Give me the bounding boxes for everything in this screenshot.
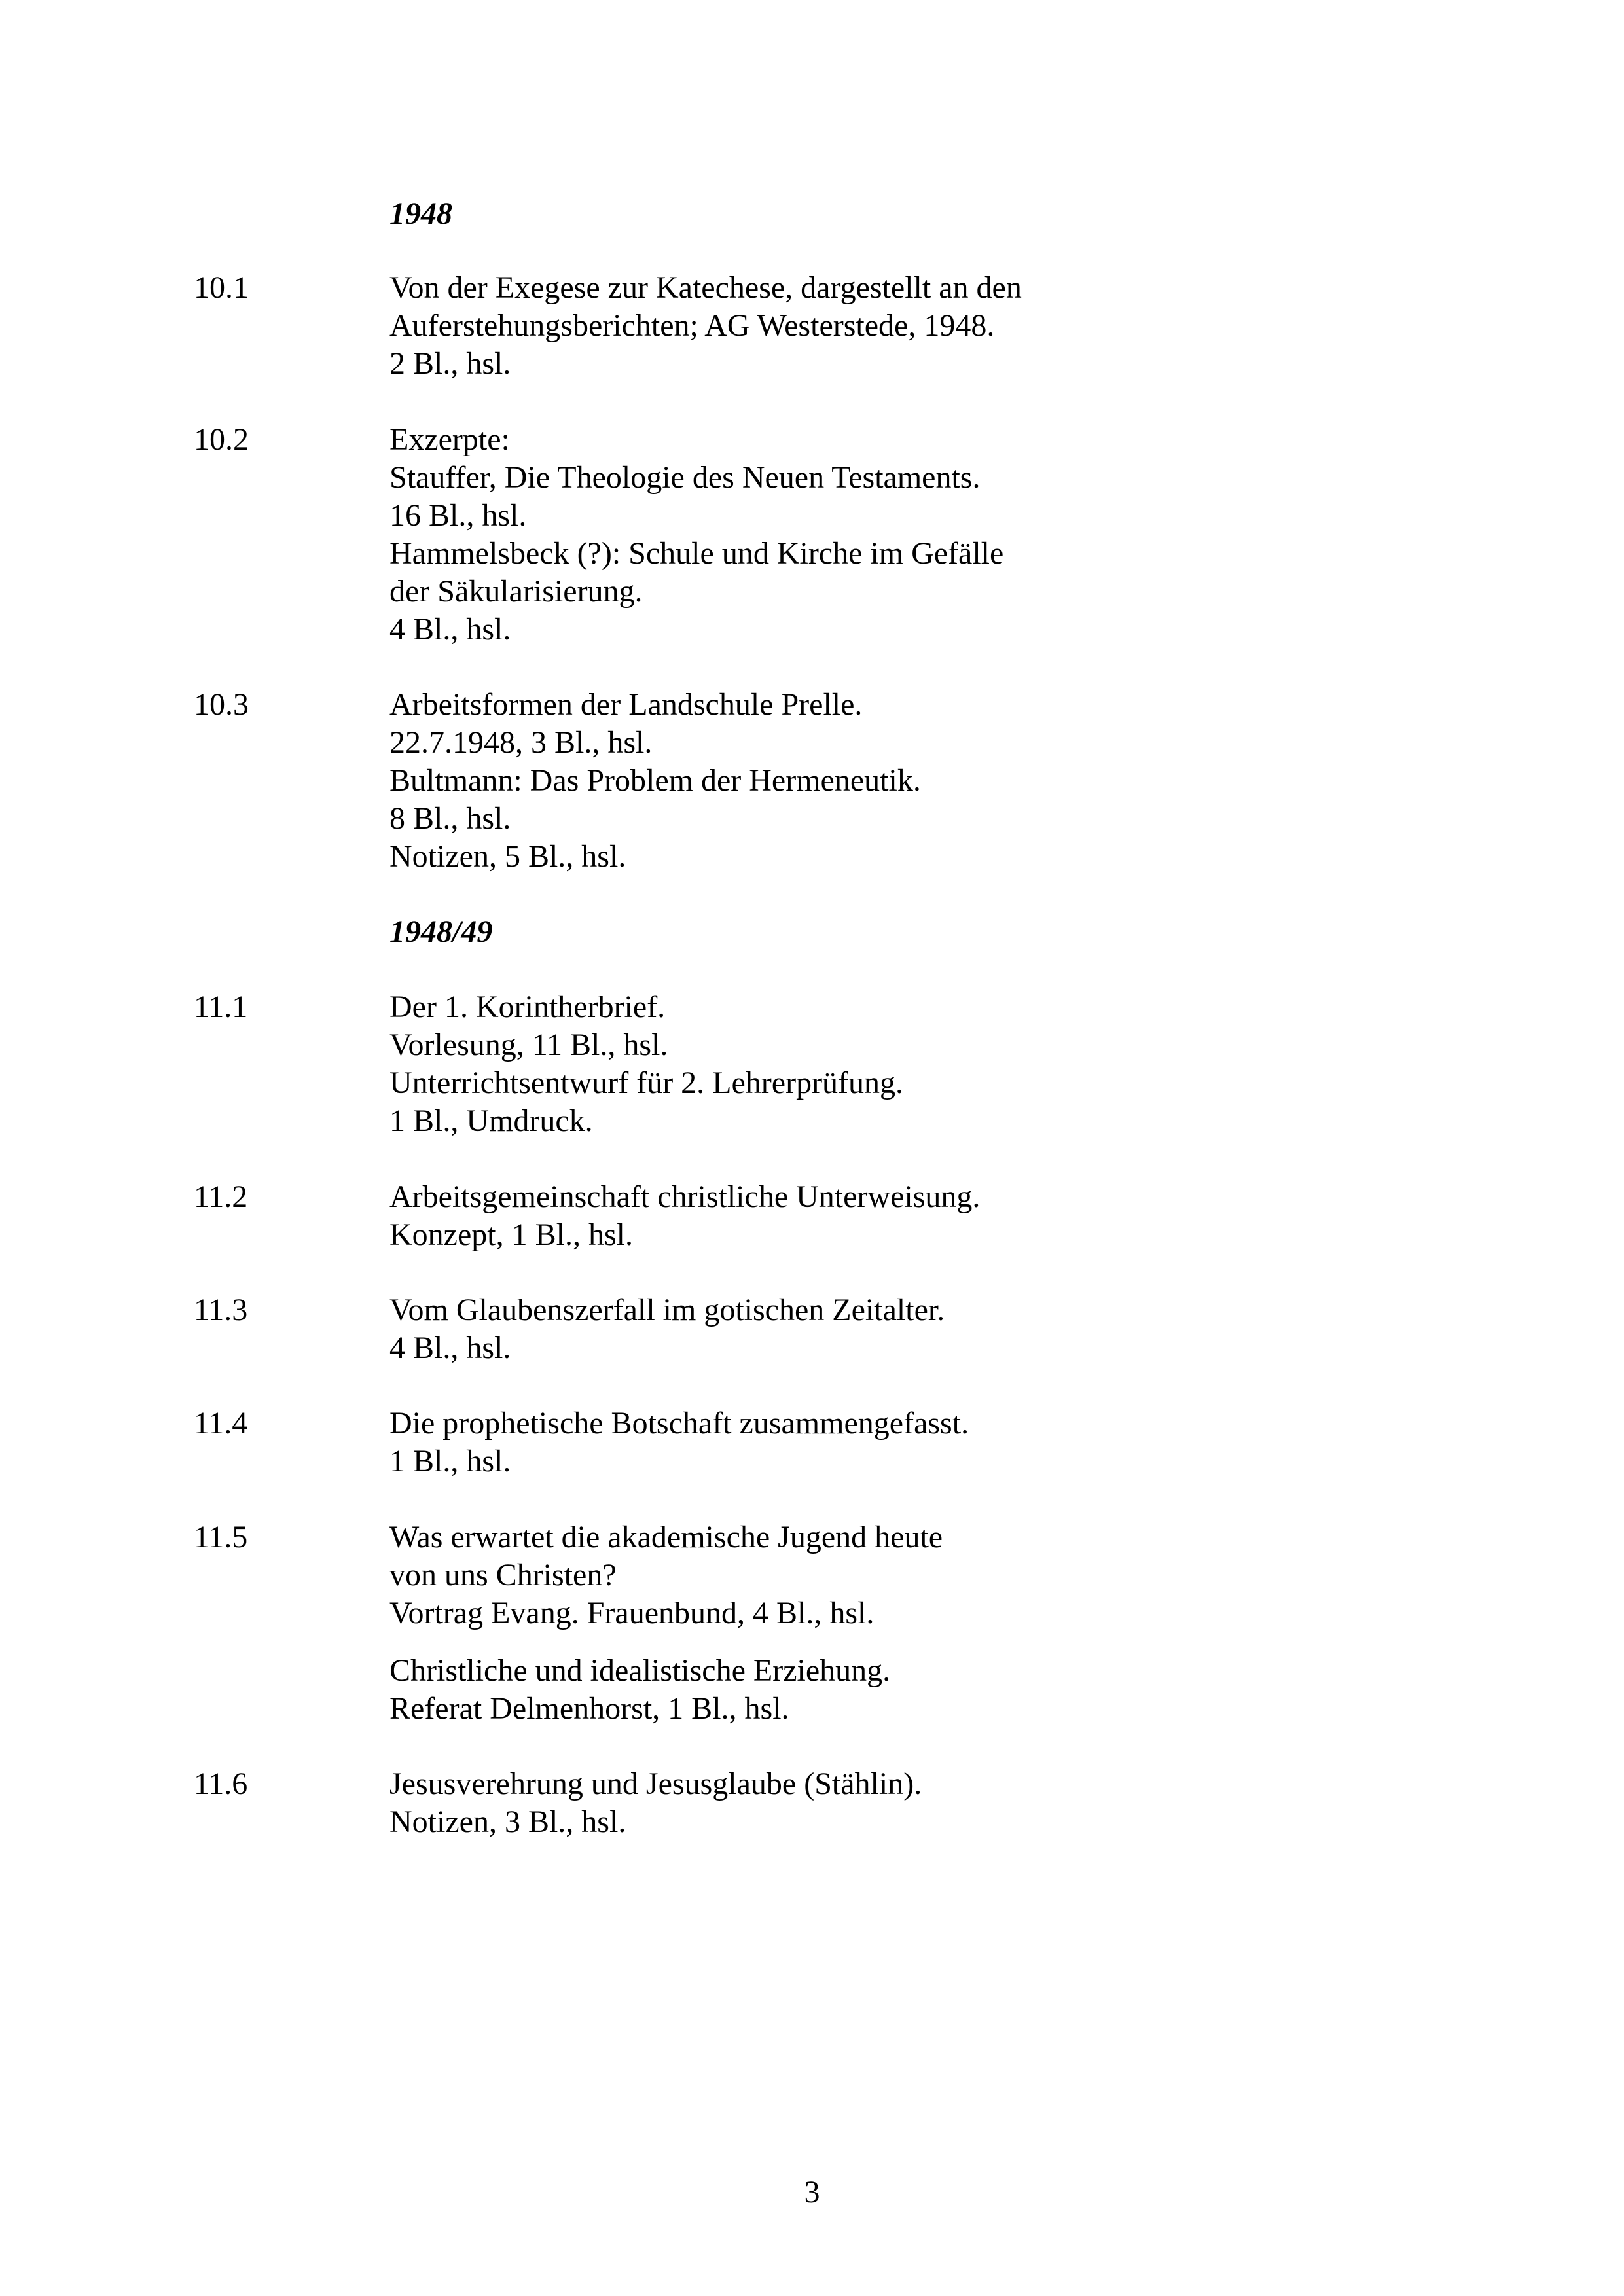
- entry-line: von uns Christen?: [389, 1558, 617, 1592]
- entry-number: 10.2: [194, 422, 249, 457]
- entry-number: 11.3: [194, 1293, 248, 1327]
- entry-line: 4 Bl., hsl.: [389, 1331, 511, 1365]
- entry-line: Arbeitsgemeinschaft christliche Unterweisung.: [389, 1179, 981, 1214]
- entry-line: 1 Bl., Umdruck.: [389, 1103, 593, 1138]
- entry-line: Notizen, 3 Bl., hsl.: [389, 1804, 626, 1839]
- entry-line: der Säkularisierung.: [389, 574, 643, 609]
- entry-number: 11.1: [194, 990, 248, 1024]
- entry-line: 1 Bl., hsl.: [389, 1444, 511, 1479]
- entry-line: Vom Glaubenszerfall im gotischen Zeitalter.: [389, 1293, 945, 1327]
- entry-line: Was erwartet die akademische Jugend heute: [389, 1520, 943, 1554]
- entry-number: 11.6: [194, 1767, 248, 1801]
- entry-line: 2 Bl., hsl.: [389, 346, 511, 381]
- entry-line: 4 Bl., hsl.: [389, 612, 511, 647]
- entry-line: Hammelsbeck (?): Schule und Kirche im Gefälle: [389, 536, 1004, 571]
- entry-line: Konzept, 1 Bl., hsl.: [389, 1217, 633, 1252]
- entry-line: Jesusverehrung und Jesusglaube (Stählin).: [389, 1767, 922, 1801]
- entry-line: 22.7.1948, 3 Bl., hsl.: [389, 725, 653, 760]
- entry-line: 8 Bl., hsl.: [389, 801, 511, 836]
- page-number: 3: [804, 2175, 820, 2210]
- entry-line: Der 1. Korintherbrief.: [389, 990, 666, 1024]
- entry-line: Von der Exegese zur Katechese, dargestellt an den: [389, 270, 1022, 305]
- section-year-heading: 1948/49: [389, 914, 493, 949]
- entry-number: 11.5: [194, 1520, 248, 1554]
- entry-line: Unterrichtsentwurf für 2. Lehrerprüfung.: [389, 1066, 904, 1100]
- entry-number: 11.4: [194, 1406, 248, 1441]
- entry-line: Vortrag Evang. Frauenbund, 4 Bl., hsl.: [389, 1596, 875, 1630]
- entry-line: 16 Bl., hsl.: [389, 498, 527, 533]
- entry-line: Christliche und idealistische Erziehung.: [389, 1653, 891, 1688]
- entry-line: Vorlesung, 11 Bl., hsl.: [389, 1028, 668, 1062]
- section-year-heading: 1948: [389, 196, 452, 231]
- entry-number: 11.2: [194, 1179, 248, 1214]
- entry-number: 10.3: [194, 687, 249, 722]
- entry-line: Auferstehungsberichten; AG Westerstede, 1948.: [389, 308, 995, 343]
- entry-number: 10.1: [194, 270, 249, 305]
- entry-line: Referat Delmenhorst, 1 Bl., hsl.: [389, 1691, 789, 1726]
- entry-line: Die prophetische Botschaft zusammengefasst.: [389, 1406, 969, 1441]
- entry-line: Bultmann: Das Problem der Hermeneutik.: [389, 763, 921, 798]
- entry-line: Arbeitsformen der Landschule Prelle.: [389, 687, 863, 722]
- entry-line: Notizen, 5 Bl., hsl.: [389, 839, 626, 874]
- entry-line: Stauffer, Die Theologie des Neuen Testaments.: [389, 460, 981, 495]
- entry-line: Exzerpte:: [389, 422, 510, 457]
